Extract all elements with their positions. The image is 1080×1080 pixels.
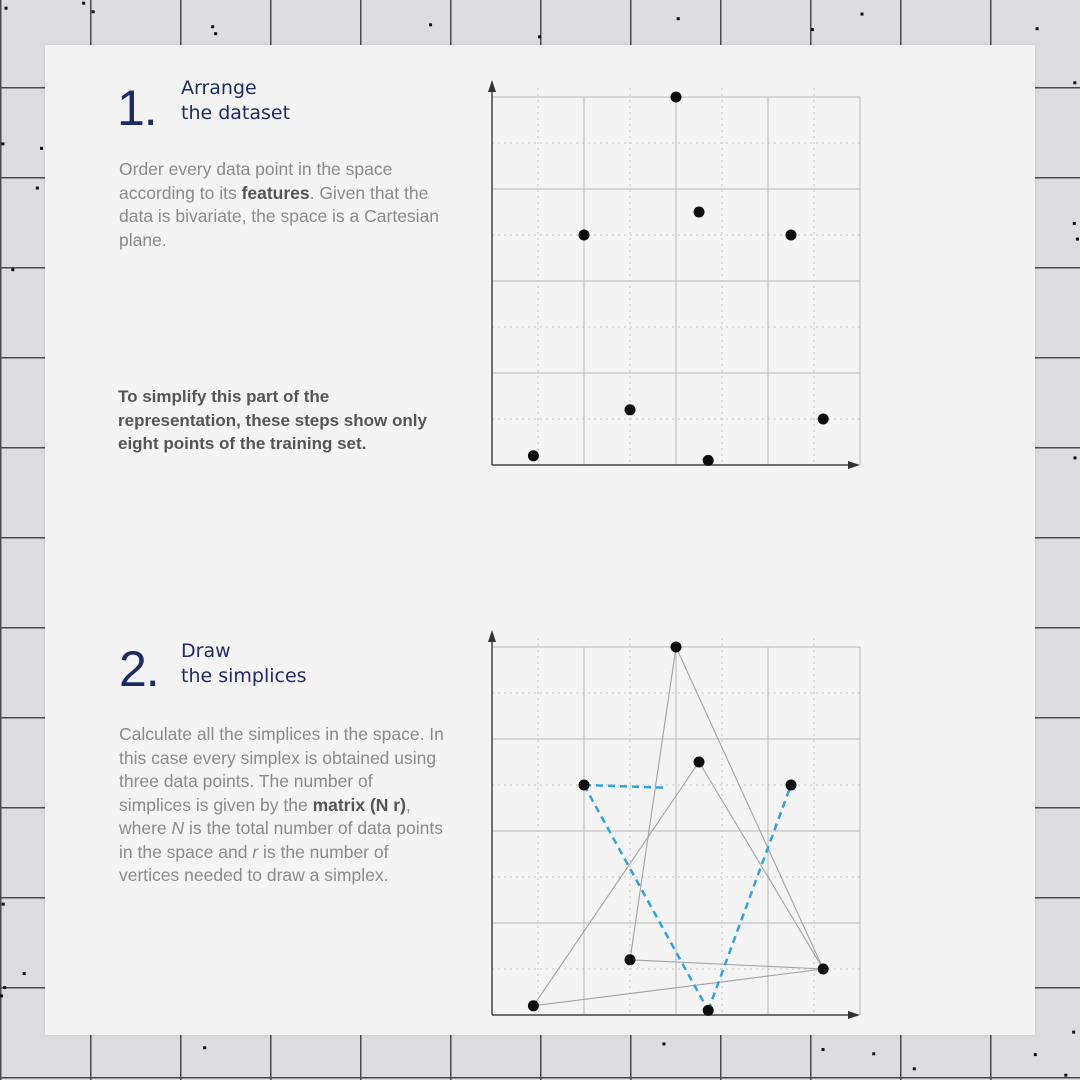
step2-para-r: r [252, 841, 259, 862]
step1-title-line1: Arrange [181, 77, 257, 99]
data-point-C [625, 954, 636, 965]
background-speck [811, 28, 814, 31]
background-speck [4, 7, 7, 10]
background-speck [1076, 238, 1079, 241]
step1-paragraph [119, 158, 449, 252]
step2-paragraph [119, 723, 449, 888]
background-speck [1072, 1031, 1075, 1034]
background-speck [429, 23, 432, 26]
background-speck [822, 1048, 825, 1051]
background-speck [3, 986, 6, 989]
background-speck [203, 1046, 206, 1049]
step2-title [181, 639, 307, 689]
plot-simplices [480, 620, 875, 1030]
step1-para-bold: features [241, 182, 310, 203]
background-speck [1, 142, 4, 145]
step1-note: To simplify this part of the representation, these steps show only eight points of the training set. [118, 387, 427, 453]
step1-para-text: Order every data point in the space according to its [119, 159, 393, 203]
step2-para-text-end: is the number of vertices needed to draw a simplex. [119, 841, 389, 885]
background-speck [662, 1042, 665, 1045]
data-point-A [528, 1000, 539, 1011]
data-point-B [579, 230, 590, 241]
step2-para-text: Calculate all the simplices in the space. In this case every simplex is obtained using three data points. The number of simplices is given by the [119, 724, 444, 815]
background-speck [211, 25, 214, 28]
background-speck [872, 1052, 875, 1055]
simplex-edge [630, 647, 676, 960]
data-point-B [579, 780, 590, 791]
background-speck [860, 13, 863, 16]
background-speck [40, 147, 43, 150]
background-speck [23, 972, 26, 975]
data-point-F [703, 1005, 714, 1016]
background-speck [2, 903, 5, 906]
data-point-G [786, 230, 797, 241]
step2-para-text-mid: , where [119, 794, 411, 838]
background-speck [538, 35, 541, 38]
simplex-edge [676, 647, 823, 969]
data-point-D [671, 642, 682, 653]
data-point-H [818, 414, 829, 425]
data-point-H [818, 964, 829, 975]
step1-title-line2: the dataset [181, 102, 291, 124]
data-point-A [528, 450, 539, 461]
background-speck [1073, 81, 1076, 84]
background-speck [1034, 1053, 1037, 1056]
background-speck [1073, 222, 1076, 225]
step1-para-text-end: . Given that the data is bivariate, the space is a Cartesian plane. [119, 182, 440, 250]
plot-dataset [480, 70, 875, 480]
simplex-edge-highlighted [708, 785, 791, 1010]
step2-title-line1: Draw [181, 640, 231, 662]
step2-para-text-mid2: is the total number of data points in the space and [119, 818, 443, 862]
background-speck [1073, 456, 1076, 459]
data-point-G [786, 780, 797, 791]
background-speck [677, 17, 680, 20]
background-speck [92, 10, 95, 13]
y-axis-arrow [488, 630, 496, 642]
x-axis-arrow [848, 461, 860, 469]
step1-number: 1. [117, 80, 157, 136]
data-point-E [694, 757, 705, 768]
simplex-edge [533, 969, 823, 1006]
infographic-card [45, 45, 1035, 1035]
background-speck [0, 994, 3, 997]
step2-para-n: N [171, 818, 185, 838]
simplex-edge [699, 762, 823, 969]
y-axis-arrow [488, 80, 496, 92]
simplex-edge [533, 762, 699, 1006]
background-speck [82, 2, 85, 5]
background-speck [913, 1067, 916, 1070]
background-speck [11, 268, 14, 271]
background-speck [1036, 27, 1039, 30]
background-speck [1064, 1074, 1067, 1077]
step1-title [181, 76, 290, 126]
step2-number: 2. [119, 641, 159, 697]
step2-title-line2: the simplices [181, 665, 307, 687]
data-point-F [703, 455, 714, 466]
background-speck [214, 32, 217, 35]
data-point-C [625, 404, 636, 415]
data-point-E [694, 207, 705, 218]
simplex-edge-highlighted [584, 785, 708, 1010]
x-axis-arrow [848, 1011, 860, 1019]
step2-para-bold: matrix (N r) [312, 794, 406, 815]
data-point-D [671, 92, 682, 103]
background-speck [36, 187, 39, 190]
